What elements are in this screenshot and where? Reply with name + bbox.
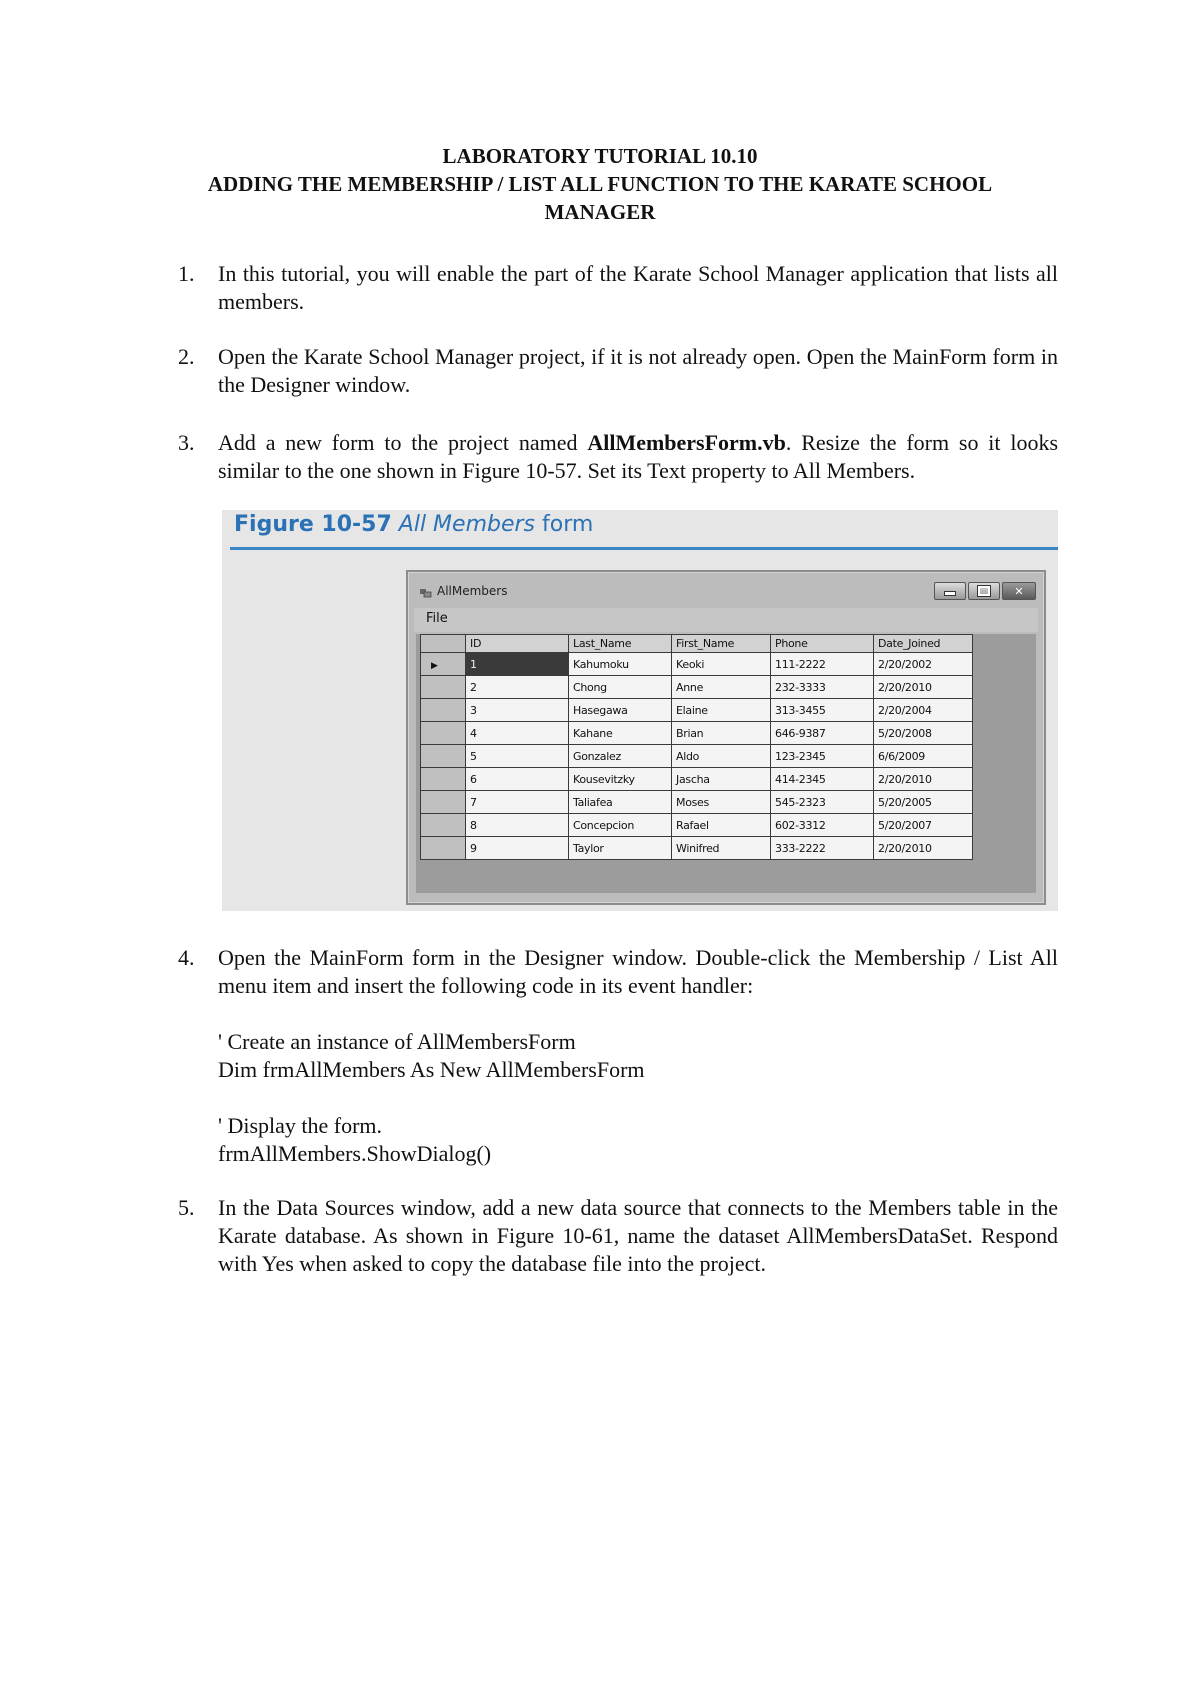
table-cell[interactable]: 6/6/2009 <box>874 745 973 768</box>
code-line: frmAllMembers.ShowDialog() <box>218 1141 492 1166</box>
menu-file[interactable]: File <box>426 611 448 626</box>
column-header-phone[interactable]: Phone <box>771 635 874 653</box>
table-row[interactable] <box>421 722 973 745</box>
form-filename: AllMembersForm.vb <box>587 430 786 455</box>
step-text: In the Data Sources window, add a new data source that connects to the Members table in the Karate database. As shown in Figure 10-61, name the dataset AllMembersDataSet. Respond with Yes when asked to copy the database file into the project. <box>218 1195 1058 1276</box>
table-cell[interactable]: 5/20/2008 <box>874 722 973 745</box>
table-row[interactable] <box>421 676 973 699</box>
table-cell[interactable]: Gonzalez <box>569 745 672 768</box>
close-button[interactable] <box>1002 582 1036 600</box>
grid-body <box>421 653 973 860</box>
members-table <box>420 634 973 860</box>
figure-10-57 <box>222 510 1058 911</box>
minimize-icon <box>935 583 965 599</box>
table-cell[interactable]: Moses <box>672 791 771 814</box>
row-header[interactable] <box>421 814 466 837</box>
document-title <box>140 142 1060 226</box>
table-cell[interactable]: 4 <box>466 722 569 745</box>
step-number: 2. <box>178 344 195 369</box>
table-cell[interactable]: 123-2345 <box>771 745 874 768</box>
step-text <box>218 429 1058 485</box>
step-2 <box>178 343 1058 399</box>
step-text: In this tutorial, you will enable the part of the Karate School Manager application that lists all members. <box>218 261 1058 314</box>
figure-number: Figure 10-57 <box>234 512 392 537</box>
row-header[interactable] <box>421 722 466 745</box>
table-cell[interactable]: Keoki <box>672 653 771 676</box>
table-row[interactable] <box>421 837 973 860</box>
row-pointer-icon: ▶ <box>431 660 438 671</box>
table-cell[interactable]: 5/20/2007 <box>874 814 973 837</box>
row-header[interactable] <box>421 768 466 791</box>
maximize-button[interactable] <box>968 582 1000 600</box>
figure-title-suffix: form <box>542 512 594 537</box>
table-cell[interactable]: Taylor <box>569 837 672 860</box>
table-cell[interactable]: 1 <box>466 653 569 676</box>
row-header[interactable] <box>421 837 466 860</box>
table-cell[interactable]: Concepcion <box>569 814 672 837</box>
table-cell[interactable]: 8 <box>466 814 569 837</box>
row-header[interactable] <box>421 791 466 814</box>
code-line: ' Display the form. <box>218 1113 383 1138</box>
minimize-button[interactable] <box>934 582 966 600</box>
table-cell[interactable]: 2 <box>466 676 569 699</box>
figure-caption <box>234 512 593 537</box>
table-cell[interactable]: 2/20/2004 <box>874 699 973 722</box>
table-cell[interactable]: 313-3455 <box>771 699 874 722</box>
all-members-window <box>406 570 1046 905</box>
step-4 <box>178 944 1058 1168</box>
table-cell[interactable]: 333-2222 <box>771 837 874 860</box>
table-cell[interactable]: Aldo <box>672 745 771 768</box>
table-cell[interactable]: 2/20/2010 <box>874 837 973 860</box>
table-cell[interactable]: Chong <box>569 676 672 699</box>
table-cell[interactable]: 414-2345 <box>771 768 874 791</box>
table-row[interactable] <box>421 814 973 837</box>
table-cell[interactable]: 2/20/2010 <box>874 768 973 791</box>
table-cell[interactable]: 5 <box>466 745 569 768</box>
table-cell[interactable]: Rafael <box>672 814 771 837</box>
step-text: Open the Karate School Manager project, if it is not already open. Open the MainForm form in the Designer window. <box>218 344 1058 397</box>
title-line-3: MANAGER <box>544 200 656 224</box>
step-number: 4. <box>178 945 195 970</box>
table-cell[interactable]: Kahane <box>569 722 672 745</box>
table-cell[interactable]: Jascha <box>672 768 771 791</box>
table-cell[interactable]: 3 <box>466 699 569 722</box>
column-header-date-joined[interactable]: Date_Joined <box>874 635 973 653</box>
menu-bar <box>414 608 1038 632</box>
step-text-block <box>218 944 1058 1168</box>
step-text: Open the MainForm form in the Designer window. Double-click the Membership / List All menu item and insert the following code in its event handler: <box>218 945 1058 998</box>
step-5 <box>178 1194 1058 1278</box>
maximize-icon <box>969 583 999 599</box>
window-titlebar <box>420 584 508 598</box>
window-title: AllMembers <box>437 584 508 598</box>
step-3 <box>178 429 1058 485</box>
row-header[interactable] <box>421 699 466 722</box>
table-cell[interactable]: 111-2222 <box>771 653 874 676</box>
window-controls <box>934 582 1036 600</box>
step-text-before: Add a new form to the project named <box>218 430 588 455</box>
step-1 <box>178 260 1058 316</box>
table-row[interactable] <box>421 653 973 676</box>
table-cell[interactable]: Anne <box>672 676 771 699</box>
step-number: 3. <box>178 430 195 455</box>
table-cell[interactable]: 7 <box>466 791 569 814</box>
table-cell[interactable]: Kousevitzky <box>569 768 672 791</box>
code-block <box>218 1028 1058 1168</box>
table-cell[interactable]: 6 <box>466 768 569 791</box>
app-icon <box>420 587 432 597</box>
table-cell[interactable]: 2/20/2002 <box>874 653 973 676</box>
table-cell[interactable]: 646-9387 <box>771 722 874 745</box>
table-cell[interactable]: 602-3312 <box>771 814 874 837</box>
table-cell[interactable]: Elaine <box>672 699 771 722</box>
table-cell[interactable]: Hasegawa <box>569 699 672 722</box>
table-row[interactable] <box>421 791 973 814</box>
members-datagrid[interactable] <box>416 634 1036 893</box>
table-cell[interactable]: Taliafea <box>569 791 672 814</box>
column-header-first-name[interactable]: First_Name <box>672 635 771 653</box>
table-row[interactable] <box>421 745 973 768</box>
corner-header <box>421 635 466 653</box>
table-cell[interactable]: Kahumoku <box>569 653 672 676</box>
row-header[interactable] <box>421 745 466 768</box>
code-line: ' Create an instance of AllMembersForm <box>218 1029 576 1054</box>
table-cell[interactable]: 9 <box>466 837 569 860</box>
close-icon: ✕ <box>1014 584 1024 598</box>
table-cell[interactable]: Brian <box>672 722 771 745</box>
code-line: Dim frmAllMembers As New AllMembersForm <box>218 1057 645 1082</box>
step-text-after: . Resize the form so it looks similar to the one shown in Figure 10-57. Set its Text property to All Members. <box>218 430 1059 483</box>
table-row[interactable] <box>421 699 973 722</box>
step-number: 5. <box>178 1195 195 1220</box>
title-line-1: LABORATORY TUTORIAL 10.10 <box>442 144 758 168</box>
header-row <box>421 635 973 653</box>
figure-rule <box>230 547 1058 550</box>
table-cell[interactable]: 545-2323 <box>771 791 874 814</box>
step-number: 1. <box>178 261 195 286</box>
title-line-2: ADDING THE MEMBERSHIP / LIST ALL FUNCTION TO THE KARATE SCHOOL <box>207 172 993 196</box>
row-header[interactable] <box>421 676 466 699</box>
table-cell[interactable]: 2/20/2010 <box>874 676 973 699</box>
table-cell[interactable]: 232-3333 <box>771 676 874 699</box>
table-cell[interactable]: Winifred <box>672 837 771 860</box>
row-header[interactable] <box>421 653 466 676</box>
table-cell[interactable]: 5/20/2005 <box>874 791 973 814</box>
figure-title: All Members <box>398 512 536 537</box>
table-row[interactable] <box>421 768 973 791</box>
column-header-id[interactable]: ID <box>466 635 569 653</box>
column-header-last-name[interactable]: Last_Name <box>569 635 672 653</box>
